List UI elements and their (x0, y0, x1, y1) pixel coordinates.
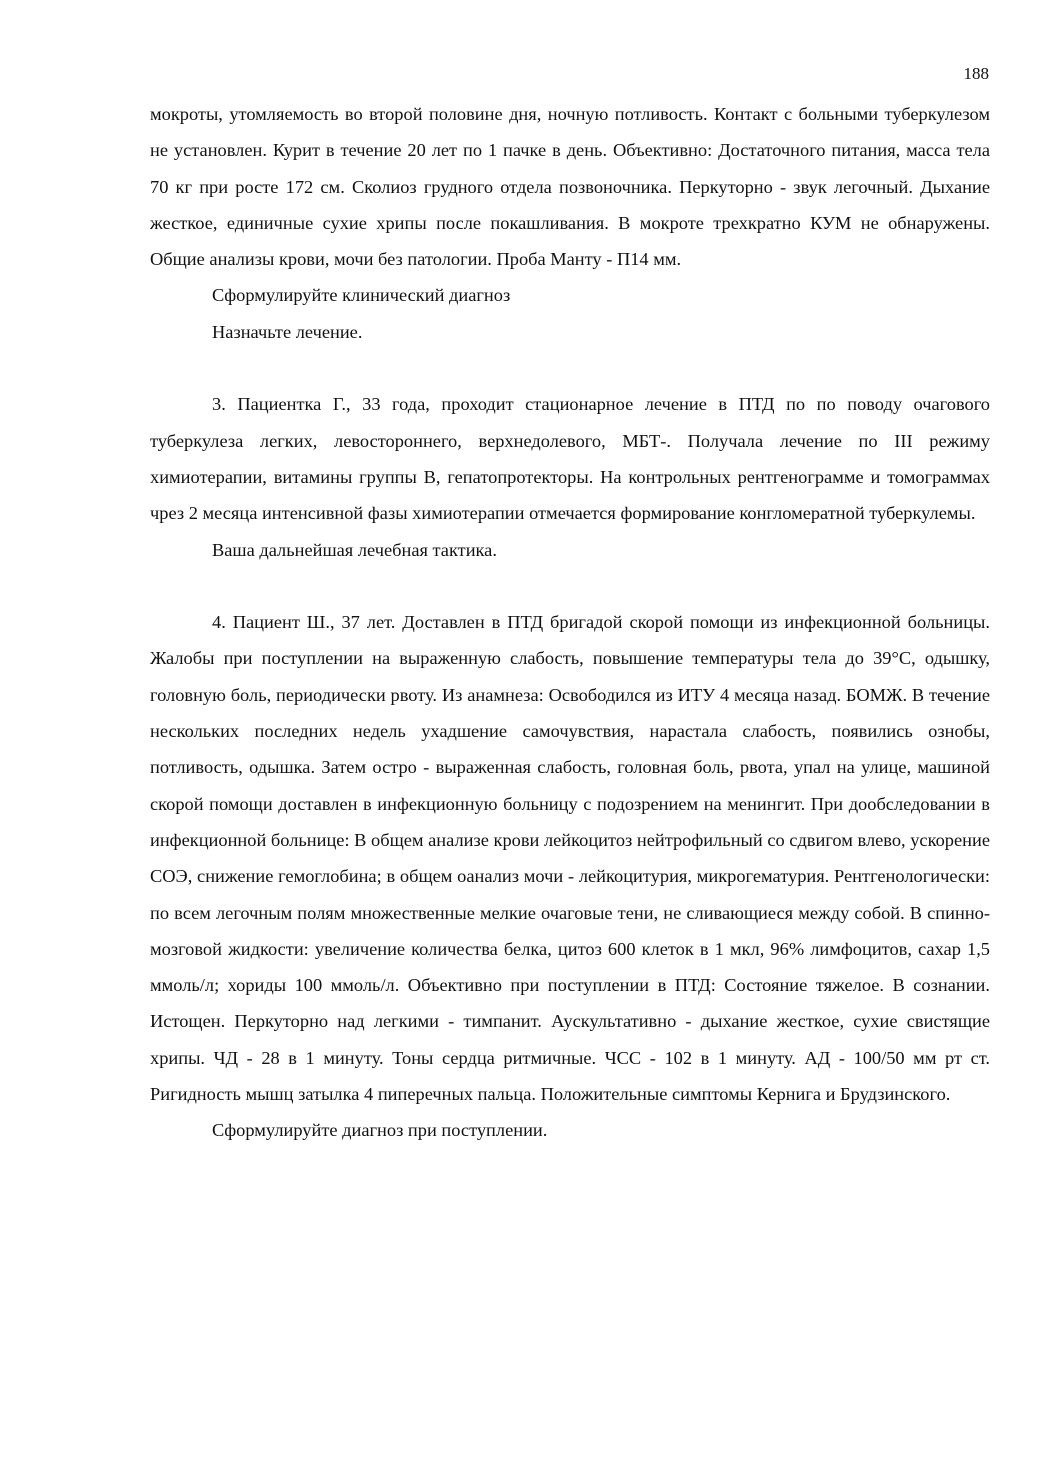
paragraph-spacer (150, 568, 990, 604)
case-3-paragraph: 3. Пациентка Г., 33 года, проходит стационарное лечение в ПТД по по поводу очагового туберкулеза легких, левостороннего, верхнедолевого, МБТ-. Получала лечение по III режиму химиотерапии, витамины группы В, гепатопротекторы. На контрольных рентгенограмме и томограммах чрез 2 месяца интенсивной фазы химиотерапии отмечается формирование конгломератной туберкулемы. (150, 394, 990, 524)
case-4-task-diagnosis: Сформулируйте диагноз при поступлении. (212, 1120, 548, 1141)
case-4-paragraph: 4. Пациент Ш., 37 лет. Доставлен в ПТД бригадой скорой помощи из инфекционной больницы. Жалобы при поступлении на выраженную слабость, повышение температуры тела до 39°С, одышку, головную боль, периодически рвоту. Из анамнеза: Освободился из ИТУ 4 месяца назад. БОМЖ. В течение нескольких последних недель ухадшение самочувствия, нарастала слабость, появились ознобы, потливость, одышка. Затем остро - выраженная слабость, головная боль, рвота, упал на улице, машиной скорой помощи доставлен в инфекционную больницу с подозрением на менингит. При дообследовании в инфекционной больнице: В общем анализе крови лейкоцитоз нейтрофильный со сдвигом влево, ускорение СОЭ, снижение гемоглобина; в общем оанализ мочи - лейкоцитурия, микрогематурия. Рентгенологически: по всем легочным полям множественные мелкие очаговые тени, не сливающиеся между собой. В спинно-мозговой жидкости: увеличение количества белка, цитоз 600 клеток в 1 мкл, 96% лимфоцитов, сахар 1,5 ммоль/л; хориды 100 ммоль/л. Объективно при поступлении в ПТД: Состояние тяжелое. В сознании. Истощен. Перкуторно над легкими - тимпанит. Аускультативно - дыхание жесткое, сухие свистящие хрипы. ЧД - 28 в 1 минуту. Тоны сердца ритмичные. ЧСС - 102 в 1 минуту. АД - 100/50 мм рт ст. Ригидность мышц затылка 4 пиперечных пальца. Положительные симптомы Кернига и Брудзинского. (150, 612, 990, 1105)
case-2-task-diagnosis: Сформулируйте клинический диагноз (212, 285, 511, 306)
page-number: 188 (963, 64, 989, 83)
document-body (150, 96, 990, 1149)
case-3-task-tactics: Ваша дальнейшая лечебная тактика. (212, 539, 497, 560)
case-2-task-treatment: Назначьте лечение. (212, 321, 363, 342)
case-2-continuation-paragraph: мокроты, утомляемость во второй половине дня, ночную потливость. Контакт с больными туберкулезом не установлен. Курит в течение 20 лет по 1 пачке в день. Объективно: Достаточного питания, масса тела 70 кг при росте 172 см. Сколиоз грудного отдела позвоночника. Перкуторно - звук легочный. Дыхание жесткое, единичные сухие хрипы после покашливания. В мокроте трехкратно КУМ не обнаружены. Общие анализы крови, мочи без патологии. Проба Манту - П14 мм. (150, 104, 990, 270)
paragraph-spacer (150, 350, 990, 386)
